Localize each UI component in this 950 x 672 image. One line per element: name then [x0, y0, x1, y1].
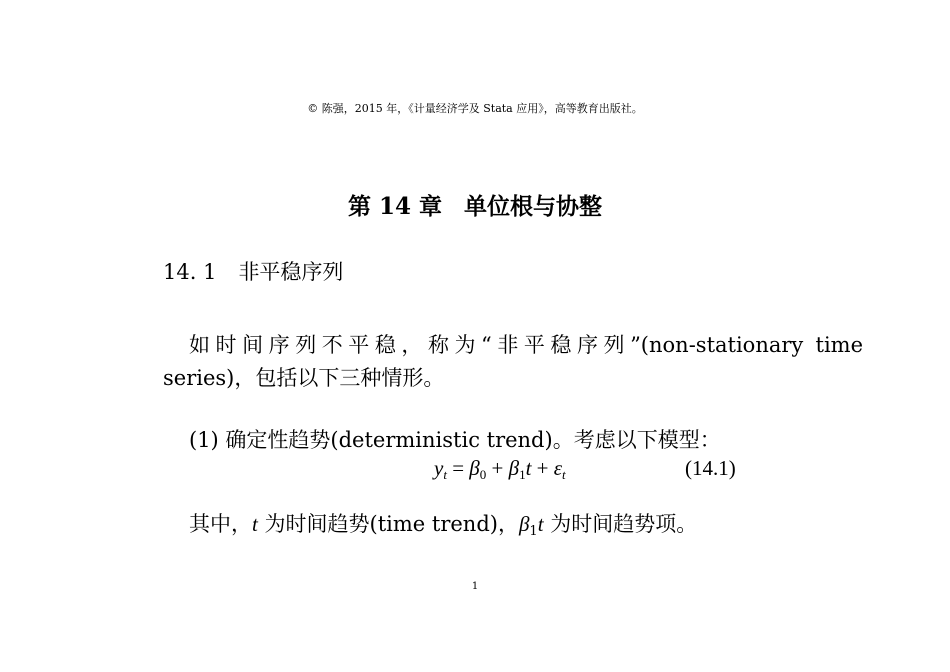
eq-beta0: β: [469, 456, 480, 480]
chapter-number: 第 14 章: [347, 193, 443, 220]
equation-number: (14.1): [685, 456, 736, 480]
para2-mid: 为时间趋势(time trend)，: [257, 512, 519, 536]
paragraph-2: [189, 508, 697, 539]
eq-y-subscript: t: [443, 467, 447, 482]
paragraph-1-line-2: series)，包括以下三种情形。: [163, 366, 445, 390]
para2-t2: t: [537, 512, 544, 536]
eq-equals: =: [446, 456, 470, 480]
eq-plus-2: +: [531, 456, 554, 480]
page-number: 1: [471, 581, 479, 592]
para2-beta-subscript: 1: [529, 524, 538, 539]
eq-epsilon: ε: [553, 456, 563, 480]
copyright-notice: © 陈强，2015 年，《计量经济学及 Stata 应用》，高等教育出版社。: [307, 102, 643, 115]
para2-prefix: 其中，: [189, 512, 252, 536]
list-item-deterministic-trend: (1) 确定性趋势(deterministic trend)。考虑以下模型：: [189, 428, 721, 452]
para2-beta: β: [518, 512, 530, 536]
eq-y: y: [434, 456, 444, 480]
chapter-title: 单位根与协整: [464, 193, 603, 220]
eq-beta1-subscript: 1: [519, 467, 526, 482]
eq-plus-1: +: [486, 456, 509, 480]
eq-epsilon-subscript: t: [562, 467, 566, 482]
para2-suffix: 为时间趋势项。: [543, 512, 698, 536]
section-number: 14. 1: [163, 260, 217, 284]
paragraph-1-line-1: 如时间序列不平稳，称为“非平稳序列”(non-stationary time: [189, 333, 863, 357]
equation-14-1: [434, 456, 566, 483]
eq-beta1: β: [508, 456, 520, 480]
section-heading: [163, 256, 343, 286]
eq-beta0-subscript: 0: [479, 467, 487, 482]
chapter-heading: [0, 188, 950, 221]
para2-t: t: [252, 512, 258, 536]
eq-t: t: [525, 456, 532, 480]
section-title: 非平稳序列: [238, 260, 344, 284]
